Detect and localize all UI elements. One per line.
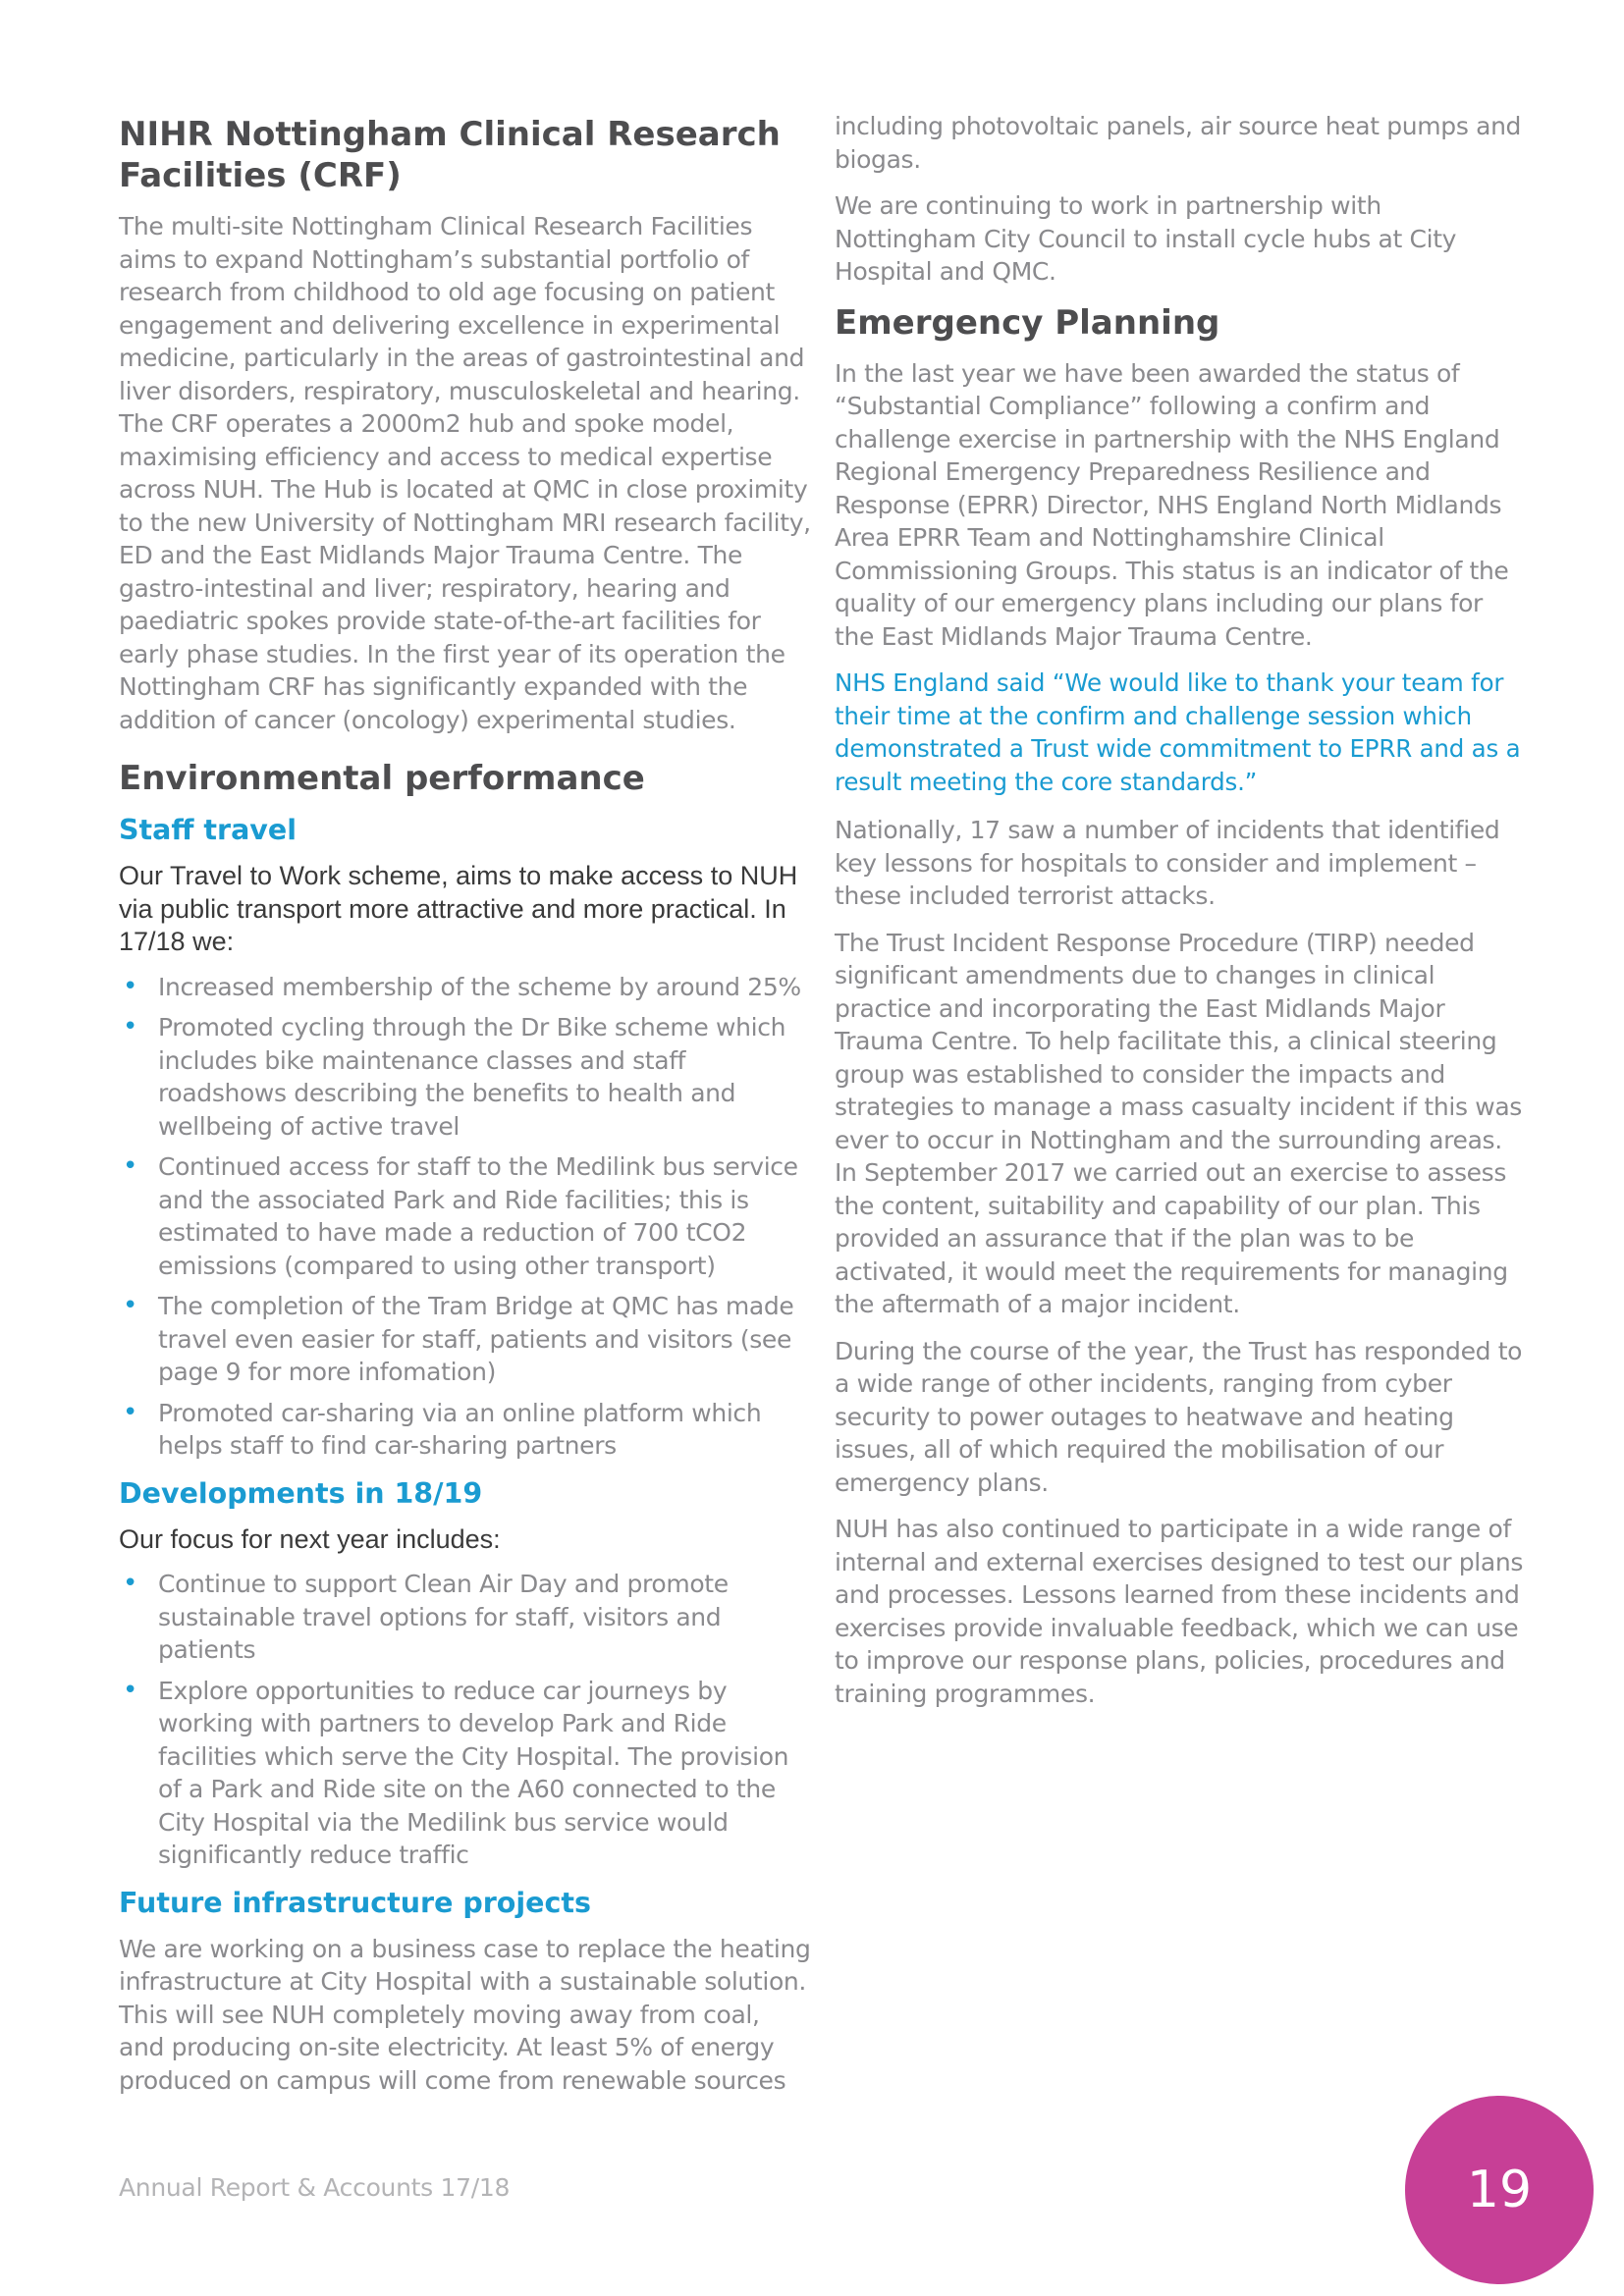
cycle-hubs-paragraph: We are continuing to work in partnership with Nottingham City Council to install cycle hubs at City Hospital and QMC.	[835, 191, 1457, 286]
staff-travel-list	[119, 971, 811, 1463]
bullet-icon: •	[123, 1012, 137, 1041]
list-item	[119, 971, 811, 1004]
list-item-text: Continue to support Clean Air Day and promote sustainable travel options for staff, visitors and patients	[158, 1570, 729, 1664]
emergency-paragraph-5: NUH has also continued to participate in a wide range of internal and external exercises designed to test our plans and processes. Lessons learned from these incidents and exercises provide invaluable feedback, which we can use to improve our response plans, policies, procedures and training programmes.	[835, 1515, 1524, 1708]
crf-heading-line1: NIHR Nottingham Clinical Research	[119, 115, 781, 154]
list-item-text: Promoted car-sharing via an online platform which helps staff to find car-sharing partners	[158, 1398, 762, 1460]
crf-paragraph: The multi-site Nottingham Clinical Research Facilities aims to expand Nottingham’s substantial portfolio of research from childhood to old age focusing on patient engagement and delivering excellence in experimental medicine, particularly in the areas of gastrointestinal and liver disorders, respiratory, musculoskeletal and hearing. The CRF operates a 2000m2 hub and spoke model, maximising efficiency and access to medical expertise across NUH. The Hub is located at QMC in close proximity to the new University of Nottingham MRI research facility, ED and the East Midlands Major Trauma Centre. The gastro-intestinal and liver; respiratory, hearing and paediatric spokes provide state-of-the-art facilities for early phase studies. In the first year of its operation the Nottingham CRF has significantly expanded with the addition of cancer (oncology) experimental studies.	[119, 212, 811, 734]
nhs-quote: NHS England said “We would like to thank your team for their time at the confirm and challenge session which demonstrated a Trust wide commitment to EPRR and as a result meeting the core standards.”	[835, 668, 1521, 796]
page-number: 19	[1466, 2161, 1533, 2219]
left-column	[119, 114, 811, 2110]
future-heading: Future infrastructure projects	[119, 1886, 591, 1919]
bullet-icon: •	[123, 1151, 137, 1181]
developments-heading: Developments in 18/19	[119, 1476, 483, 1510]
bullet-icon: •	[123, 1291, 137, 1320]
list-item-text: Continued access for staff to the Medilink bus service and the associated Park and Ride facilities; this is estimated to have made a reduction of 700 tCO2 emissions (compared to using other transport)	[158, 1152, 798, 1280]
future-paragraph: We are working on a business case to replace the heating infrastructure at City Hospital with a sustainable solution. This will see NUH completely moving away from coal, and producing on-site electricity. At least 5% of energy produced on campus will come from renewable sources	[119, 1934, 811, 2095]
list-item	[119, 1290, 811, 1389]
list-item-text: The completion of the Tram Bridge at QMC has made travel even easier for staff, patients and visitors (see page 9 for more infomation)	[158, 1292, 794, 1386]
emergency-paragraph-1: In the last year we have been awarded the status of “Substantial Compliance” following a confirm and challenge exercise in partnership with the NHS England Regional Emergency Preparedness Resilience and Response (EPRR) Director, NHS England North Midlands Area EPRR Team and Nottinghamshire Clinical Commissioning Groups. This status is an indicator of the quality of our emergency plans including our plans for the East Midlands Major Trauma Centre.	[835, 358, 1509, 651]
environmental-heading: Environmental performance	[119, 759, 645, 798]
bullet-icon: •	[123, 1569, 137, 1598]
developments-list	[119, 1568, 811, 1872]
continuation-paragraph: including photovoltaic panels, air source heat pumps and biogas.	[835, 112, 1522, 174]
list-item-text: Explore opportunities to reduce car journeys by working with partners to develop Park and Ride facilities which serve the City Hospital. The provision of a Park and Ride site on the A60 connected to the City Hospital via the Medilink bus service would significantly reduce traffic	[158, 1676, 789, 1869]
staff-travel-intro: Our Travel to Work scheme, aims to make access to NUH via public transport more attractive and more practical. In 17/18 we:	[119, 861, 798, 956]
list-item	[119, 1675, 811, 1872]
list-item	[119, 1011, 811, 1143]
crf-heading	[119, 114, 811, 196]
crf-heading-line2: Facilities (CRF)	[119, 156, 402, 195]
staff-travel-heading: Staff travel	[119, 814, 297, 846]
developments-intro: Our focus for next year includes:	[119, 1523, 501, 1554]
bullet-icon: •	[123, 1397, 137, 1427]
list-item	[119, 1150, 811, 1282]
list-item-text: Increased membership of the scheme by around 25%	[158, 972, 801, 1001]
emergency-paragraph-4: During the course of the year, the Trust has responded to a wide range of other incidents, ranging from cyber security to power outages to heatwave and heating issues, all of which required the mobilisation of our emergency plans.	[835, 1336, 1523, 1497]
list-item-text: Promoted cycling through the Dr Bike scheme which includes bike maintenance classes and staff roadshows describing the benefits to health and wellbeing of active travel	[158, 1013, 786, 1141]
right-column	[835, 110, 1527, 1724]
emergency-heading: Emergency Planning	[835, 302, 1220, 343]
list-item	[119, 1568, 811, 1667]
footer-text: Annual Report & Accounts 17/18	[119, 2173, 511, 2202]
emergency-paragraph-2: Nationally, 17 saw a number of incidents that identified key lessons for hospitals to consider and implement – these included terrorist attacks.	[835, 816, 1500, 910]
emergency-paragraph-3: The Trust Incident Response Procedure (TIRP) needed significant amendments due to changes in clinical practice and incorporating the East Midlands Major Trauma Centre. To help facilitate this, a clinical steering group was established to consider the impacts and strategies to manage a mass casualty incident if this was ever to occur in Nottingham and the surrounding areas. In September 2017 we carried out an exercise to assess the content, suitability and capability of our plan. This provided an assurance that if the plan was to be activated, it would meet the requirements for managing the aftermath of a major incident.	[835, 928, 1522, 1318]
bullet-icon: •	[123, 1675, 137, 1705]
list-item	[119, 1397, 811, 1463]
bullet-icon: •	[123, 971, 137, 1001]
page-number-badge	[1405, 2096, 1594, 2284]
